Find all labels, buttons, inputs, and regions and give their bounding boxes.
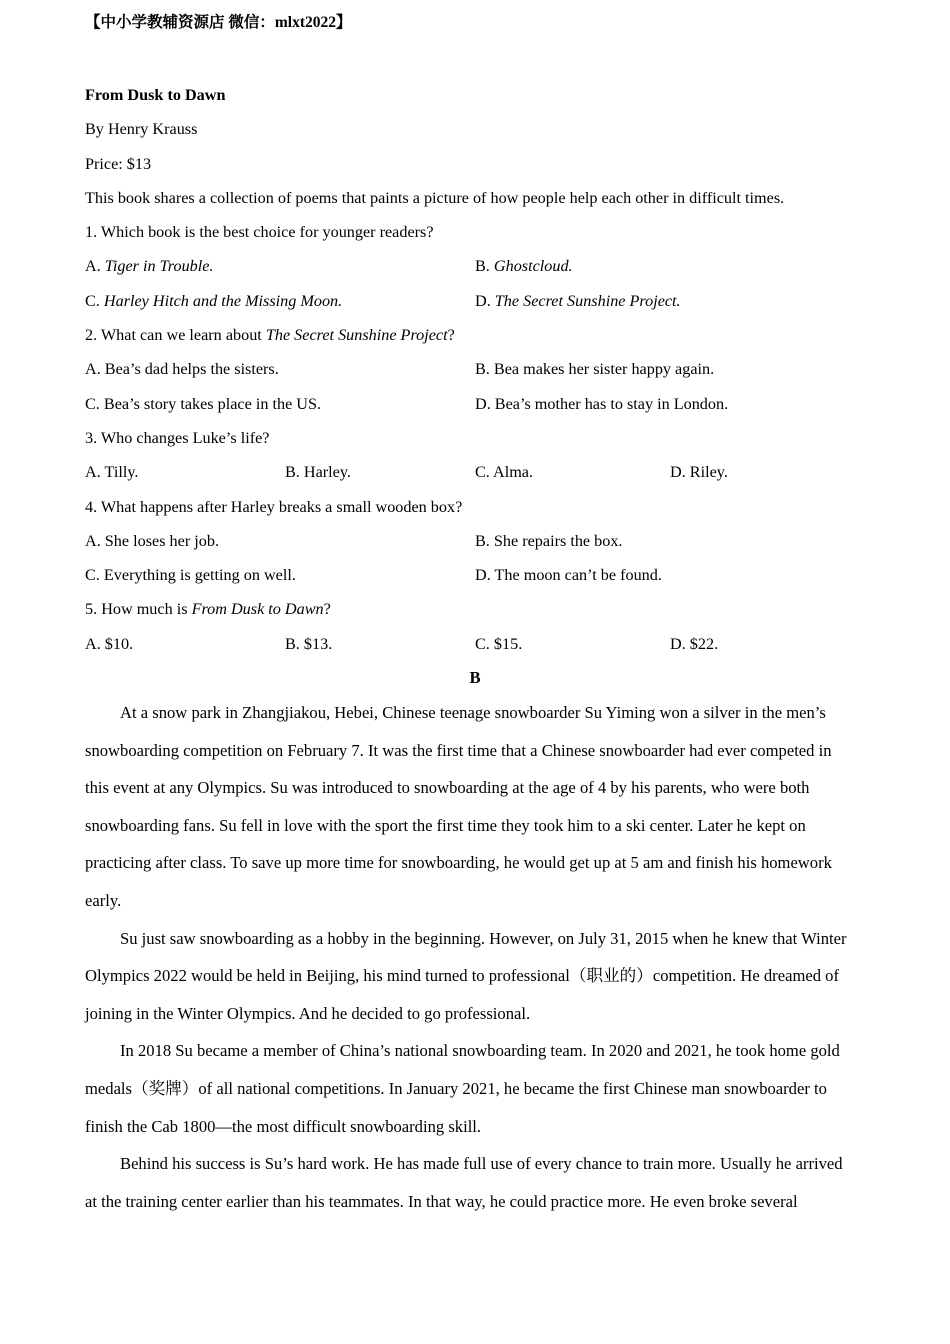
question-2-options-row-2 [85, 387, 865, 421]
passage-line: practicing after class. To save up more time for snowboarding, he would get up at 5 am and finish his homework [85, 853, 832, 873]
question-4-option-a[interactable] [85, 524, 219, 558]
book-description: This book shares a collection of poems that paints a picture of how people help each other in difficult times. [85, 188, 785, 207]
passage-line: joining in the Winter Olympics. And he decided to go professional. [85, 1003, 531, 1023]
question-4-options-row-2 [85, 558, 865, 592]
passage-line: At a snow park in Zhangjiakou, Hebei, Chinese teenage snowboarder Su Yiming won a silver in the men’s [120, 703, 826, 723]
book-author: By Henry Krauss [85, 120, 198, 139]
option-label: A. [85, 463, 101, 482]
question-1-option-b[interactable] [475, 249, 573, 283]
option-label: B. [475, 360, 490, 379]
question-3-option-c[interactable] [475, 455, 533, 489]
passage-line: snowboarding fans. Su fell in love with the sport the first time they took him to a ski center. Later he kept on [85, 815, 806, 835]
book-price: Price: $13 [85, 154, 152, 173]
question-4-option-c[interactable] [85, 558, 296, 592]
option-label: D. [670, 463, 686, 482]
passage-paragraph-4 [85, 1145, 865, 1220]
passage-line: this event at any Olympics. Su was introduced to snowboarding at the age of 4 by his parents, who were both [85, 778, 810, 798]
question-3-options-row [85, 455, 865, 489]
question-4-options-row-1 [85, 524, 865, 558]
question-3-option-b[interactable] [285, 455, 351, 489]
question-3-option-d[interactable] [670, 455, 728, 489]
question-2-options-row-1 [85, 352, 865, 386]
question-5-stem-suffix: ? [323, 600, 331, 619]
question-5-options-row [85, 627, 865, 661]
option-text: Everything is getting on well. [103, 566, 296, 585]
section-letter-b: B [469, 668, 481, 688]
passage-line: In 2018 Su became a member of China’s national snowboarding team. In 2020 and 2021, he took home gold [120, 1041, 840, 1061]
question-1-option-c[interactable] [85, 284, 342, 318]
option-text: Harley. [303, 463, 351, 482]
option-label: D. [475, 566, 491, 585]
option-text: She loses her job. [104, 531, 219, 550]
option-text: Bea makes her sister happy again. [493, 360, 715, 379]
option-text: $10. [104, 634, 134, 653]
option-text: $13. [303, 634, 333, 653]
question-5-stem [85, 592, 865, 626]
option-text: Bea’s story takes place in the US. [103, 394, 322, 413]
question-3-option-a[interactable] [85, 455, 138, 489]
passage-line: Su just saw snowboarding as a hobby in the beginning. However, on July 31, 2015 when he knew that Winter [120, 928, 847, 948]
option-text: Tiger in Trouble. [104, 257, 214, 276]
question-1-option-a[interactable] [85, 249, 213, 283]
option-text: Alma. [493, 463, 534, 482]
question-5-stem-title: From Dusk to Dawn [191, 600, 324, 619]
question-4-option-d[interactable] [475, 558, 662, 592]
question-4-option-b[interactable] [475, 524, 622, 558]
question-1-option-d[interactable] [475, 284, 681, 318]
shop-watermark-header: 【中小学教辅资源店 微信：mlxt2022】 [85, 14, 352, 31]
question-1-options-row-2 [85, 284, 865, 318]
passage-line: Olympics 2022 would be held in Beijing, his mind turned to professional（职业的）competition. He dreamed of [85, 966, 839, 986]
option-label: C. [85, 394, 100, 413]
option-text: The moon can’t be found. [494, 566, 662, 585]
question-5-option-c[interactable] [475, 627, 522, 661]
option-label: D. [475, 394, 491, 413]
question-2-option-d[interactable] [475, 387, 728, 421]
option-label: B. [475, 257, 490, 276]
passage-line: snowboarding competition on February 7. It was the first time that a Chinese snowboarder had ever competed in [85, 740, 832, 760]
question-2-stem [85, 318, 865, 352]
question-2-option-b[interactable] [475, 352, 714, 386]
option-text: $15. [493, 634, 523, 653]
question-5-option-a[interactable] [85, 627, 133, 661]
passage-line: early. [85, 891, 122, 911]
option-text: Ghostcloud. [493, 257, 573, 276]
option-label: B. [285, 634, 300, 653]
passage-line: medals（奖牌）of all national competitions. In January 2021, he became the first Chinese man snowboarder to [85, 1078, 827, 1098]
passage-paragraph-3 [85, 1032, 865, 1145]
option-label: C. [85, 566, 100, 585]
option-label: C. [475, 634, 490, 653]
option-text: She repairs the box. [493, 531, 623, 550]
passage-line: at the training center earlier than his teammates. In that way, he could practice more. He even broke several [85, 1191, 798, 1211]
option-label: A. [85, 531, 101, 550]
option-label: A. [85, 257, 101, 276]
passage-paragraph-1 [85, 694, 865, 920]
option-label: A. [85, 360, 101, 379]
document-content [85, 78, 865, 1220]
option-text: Bea’s dad helps the sisters. [104, 360, 279, 379]
question-2-stem-prefix: 2. What can we learn about [85, 326, 266, 345]
option-label: C. [85, 291, 100, 310]
option-text: Harley Hitch and the Missing Moon. [103, 291, 343, 310]
option-text: The Secret Sunshine Project. [494, 291, 681, 310]
passage-line: Behind his success is Su’s hard work. He has made full use of every chance to train more. Usually he arrived [120, 1154, 843, 1174]
option-text: Bea’s mother has to stay in London. [494, 394, 729, 413]
option-label: B. [285, 463, 300, 482]
book-title: From Dusk to Dawn [85, 86, 226, 104]
question-1-stem: 1. Which book is the best choice for younger readers? [85, 223, 434, 242]
question-2-option-a[interactable] [85, 352, 279, 386]
option-text: Riley. [689, 463, 728, 482]
option-label: D. [475, 291, 491, 310]
question-4-stem: 4. What happens after Harley breaks a small wooden box? [85, 497, 463, 516]
question-5-option-d[interactable] [670, 627, 718, 661]
passage-paragraph-2 [85, 920, 865, 1033]
question-5-stem-prefix: 5. How much is [85, 600, 192, 619]
option-text: Tilly. [104, 463, 139, 482]
question-2-stem-title: The Secret Sunshine Project [265, 326, 448, 345]
passage-line: finish the Cab 1800—the most difficult snowboarding skill. [85, 1116, 482, 1136]
question-1-options-row-1 [85, 249, 865, 283]
question-2-option-c[interactable] [85, 387, 321, 421]
question-5-option-b[interactable] [285, 627, 332, 661]
option-label: C. [475, 463, 490, 482]
option-text: $22. [689, 634, 719, 653]
option-label: A. [85, 634, 101, 653]
option-label: B. [475, 531, 490, 550]
question-2-stem-suffix: ? [447, 326, 455, 345]
option-label: D. [670, 634, 686, 653]
question-3-stem: 3. Who changes Luke’s life? [85, 428, 270, 447]
